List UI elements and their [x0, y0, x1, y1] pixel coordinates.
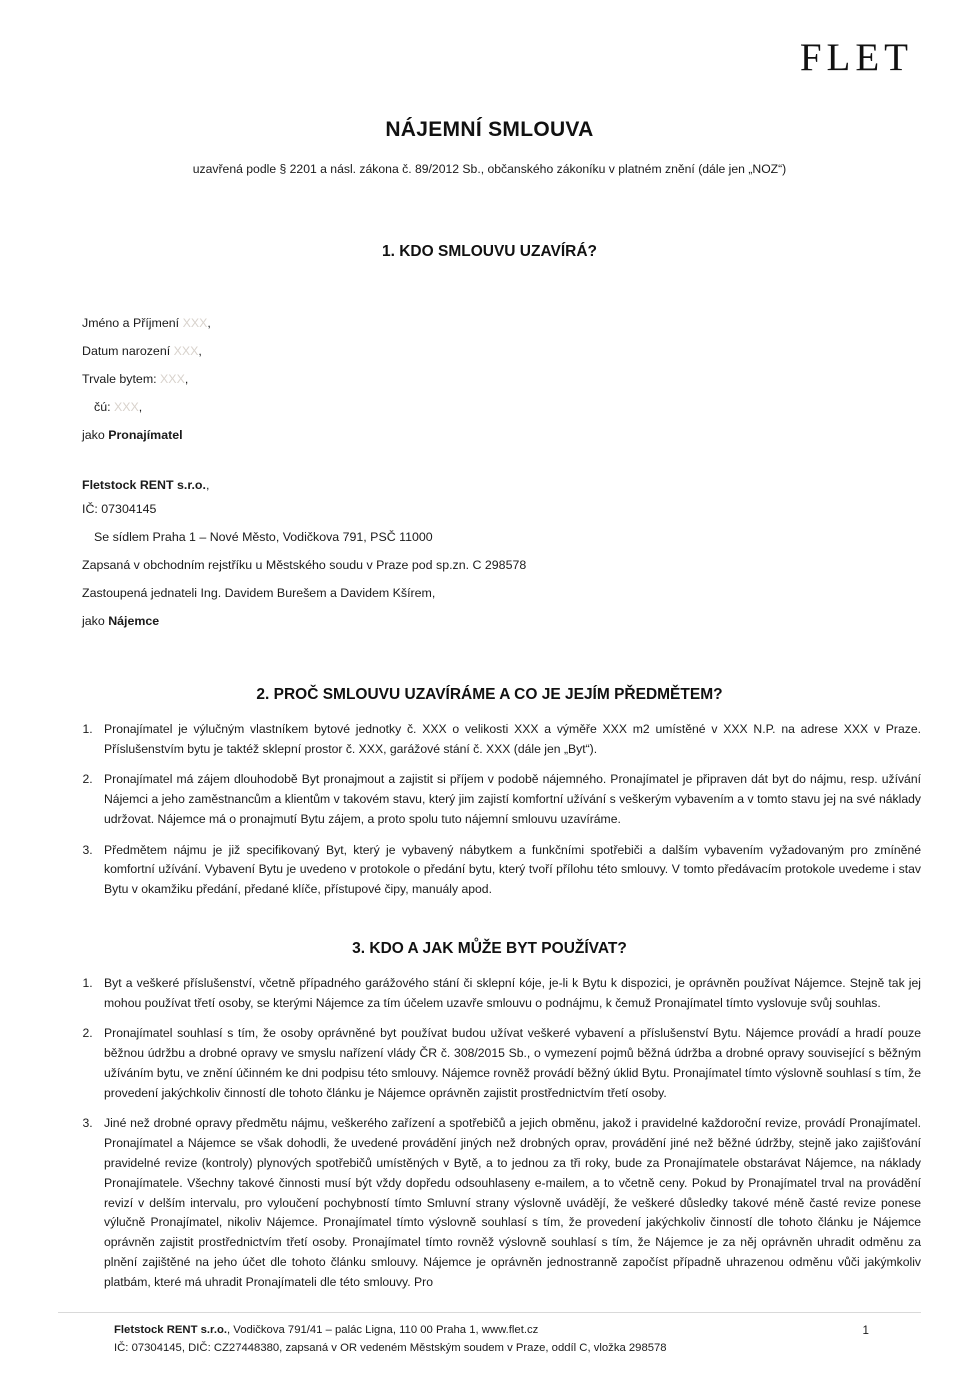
- lessor-address-value: XXX: [160, 371, 185, 386]
- lessee-role: Nájemce: [108, 613, 160, 628]
- lessor-name-label: Jméno a Příjmení: [82, 315, 180, 330]
- page-number: 1: [862, 1324, 869, 1337]
- comma-3: ,: [184, 371, 189, 386]
- section-heading-2: 2. PROČ SMLOUVU UZAVÍRÁME A CO JE JEJÍM PŘEDMĚTEM?: [256, 685, 723, 703]
- section-2-clauses: [58, 720, 921, 900]
- comma-4: ,: [138, 399, 143, 414]
- lessor-birth-line: [82, 345, 921, 358]
- footer-company-info: [58, 1322, 667, 1357]
- lessee-role-line: [82, 615, 921, 628]
- lessor-address-line: [82, 373, 921, 386]
- lessee-company-line: [82, 479, 921, 492]
- footer-divider: [58, 1312, 921, 1313]
- clause-2-3: 3. Předmětem nájmu je již specifikovaný Byt, který je vybavený nábytkem a funkčními spotřebiči a dalším vybavením vyžadovaným pro zmíněné komfortní užívání. Vybavení Bytu je uvedeno v protokole o předání bytu, který tvoří přílohu této smlouvy. V tomto předávacím protokole uvedeme i stav Bytu v okamžiku předání, předané klíče, přístupové čipy, manuály apod.: [96, 841, 921, 900]
- comma-1: ,: [207, 315, 211, 330]
- section-3-clauses: [58, 974, 921, 1292]
- lessor-account-value: XXX: [113, 399, 139, 414]
- clause-2-2: 2. Pronajímatel má zájem dlouhodobě Byt pronajmout a zajistit si příjem v podobě nájemného. Pronajímatel je připraven dát byt do nájmu, resp. užívání Nájemci a jeho zaměstnancům a klientům v takovém stavu, který jim zajistí komfortní užívání s veškerým vybavením a v tomto stavu jej na své náklady udržovat. Nájemce má o pronajmutí Bytu zájem, a proto spolu tuto nájemní smlouvu uzavíráme.: [96, 770, 921, 829]
- lessor-address-label: Trvale bytem:: [82, 371, 157, 386]
- clause-2-1: 1. Pronajímatel je výlučným vlastníkem bytové jednotky č. XXX o velikosti XXX a výměře XXX m2 umístěné v XXX N.P. na adrese XXX v Praze. Příslušenstvím bytu je taktéž sklepní prostor č. XXX, garážové stání č. XXX (dále jen „Byt“).: [96, 720, 921, 760]
- parties-divider: [82, 457, 921, 479]
- document-subtitle: uzavřená podle § 2201 a násl. zákona č. 89/2012 Sb., občanského zákoníku v platném znění (dále jen „NOZ“): [192, 162, 787, 176]
- clause-3-1: 1. Byt a veškeré příslušenství, včetně případného garážového stání či sklepní kóje, je-li k Bytu k dispozici, je oprávněn používat Nájemce. Stejně tak jej mohou používat třetí osoby, se kterými Nájemce za tím účelem uzavře smlouvu o podnájmu, k čemuž Pronajímatel tímto vyslovuje svůj souhlas.: [96, 974, 921, 1014]
- lessor-role: Pronajímatel: [108, 427, 183, 442]
- footer-line-2: IČ: 07304145, DIČ: CZ27448380, zapsaná v OR vedeném Městským soudem v Praze, oddíl C, vložka 298578: [114, 1341, 667, 1354]
- lessor-birth-value: XXX: [173, 343, 199, 358]
- logo-row: [58, 38, 921, 96]
- footer-line-1: [114, 1322, 667, 1340]
- comma-2: ,: [198, 343, 202, 358]
- lessor-account-label: čú:: [94, 399, 111, 414]
- clause-3-2: 2. Pronajímatel souhlasí s tím, že osoby oprávněné byt používat budou užívat veškeré vybavení a příslušenství Bytu. Nájemce provádí a hradí pouze běžnou údržbu a drobné opravy ve smyslu nařízení vlády ČR č. 308/2015 Sb., o vymezení pojmů běžná údržba a drobné opravy související s běžným užíváním bytu, ve znění účinném ke dni podpisu této smlouvy. Nájemce rovněž provádí běžný úklid Bytu. Pronajímatel tímto výslovně souhlasí s tím, že provedení jakýchkoliv činností dle tohoto článku je Nájemce oprávněn zajistit prostřednictvím třetí osoby.: [96, 1024, 921, 1103]
- lessee-ico: IČ: 07304145: [82, 501, 157, 516]
- section-heading-1: 1. KDO SMLOUVU UZAVÍRÁ?: [382, 242, 597, 260]
- footer-company-name: Fletstock RENT s.r.o.: [114, 1324, 227, 1336]
- lessor-role-prefix: jako: [82, 427, 109, 442]
- lessee-company: Fletstock RENT s.r.o.: [82, 477, 206, 492]
- lessee-role-prefix: jako: [82, 613, 109, 628]
- section-heading-3: 3. KDO A JAK MŮŽE BYT POUŽÍVAT?: [352, 939, 627, 957]
- lessee-registration: Zapsaná v obchodním rejstříku u Městského soudu v Praze pod sp.zn. C 298578: [82, 557, 527, 572]
- lessor-account-line: [82, 401, 921, 414]
- comma-5: ,: [205, 477, 210, 492]
- parties-block: [58, 317, 921, 628]
- lessor-birth-label: Datum narození: [82, 343, 171, 358]
- lessor-name-value: XXX: [182, 315, 208, 330]
- clause-3-3: 3. Jiné než drobné opravy předmětu nájmu, veškerého zařízení a spotřebičů a jejich obměnu, jakož i pravidelné každoroční revize, provádí Pronajímatel. Pronajímatel a Nájemce se však dohodli, že uvedené provádění jiných než drobných oprav, provádění jiné než běžné údržby, stejně jako zajišťování pravidelné revize (kontroly) plynových spotřebičů umístěných v Bytě, a to jednou za tři roky, bude za Pronajímatele obstarávat Nájemce, na náklady Pronajímatele. Všechny takové činnosti musí být vždy dopředu odsouhlaseny e-mailem, a to včetně ceny. Pokud by Pronajímatel trval na provádění revizí v delším intervalu, pro vyloučení pochybností tímto Smluvní strany výslovně uvádějí, že veškeré důsledky takové méně časté revize ponese výlučně Pronajímatel, nikoliv Nájemce. Pronajímatel tímto výslovně souhlasí s tím, že provedení jakýchkoliv činností dle tohoto článku je Nájemce oprávněn zajistit prostřednictvím třetí osoby. Pronajímatel tímto rovněž výslovně souhlasí s tím, že Nájemce je za něj oprávněn uhradit odměnu za plnění zajištěné na jeho účet dle tohoto článku smlouvy. Nájemce je oprávněn jednostranně započíst případně uhrazenou odměnu vůči jakýmkoliv platbám, které má uhradit Pronajímateli dle této smlouvy. Pro: [96, 1114, 921, 1292]
- lessor-role-line: [82, 429, 921, 442]
- lessor-name-line: [82, 317, 921, 330]
- flet-logo: FLET: [799, 36, 913, 79]
- footer-company-address: , Vodičkova 791/41 – palác Ligna, 110 00 Praha 1, www.flet.cz: [227, 1324, 539, 1336]
- lessee-represented: Zastoupená jednateli Ing. Davidem Burešem a Davidem Kšírem,: [82, 585, 436, 600]
- page-title: NÁJEMNÍ SMLOUVA: [385, 118, 594, 141]
- footer-content: [58, 1322, 921, 1357]
- lessee-seat: Se sídlem Praha 1 – Nové Město, Vodičkova 791, PSČ 11000: [94, 529, 433, 544]
- page-footer: [58, 1312, 921, 1357]
